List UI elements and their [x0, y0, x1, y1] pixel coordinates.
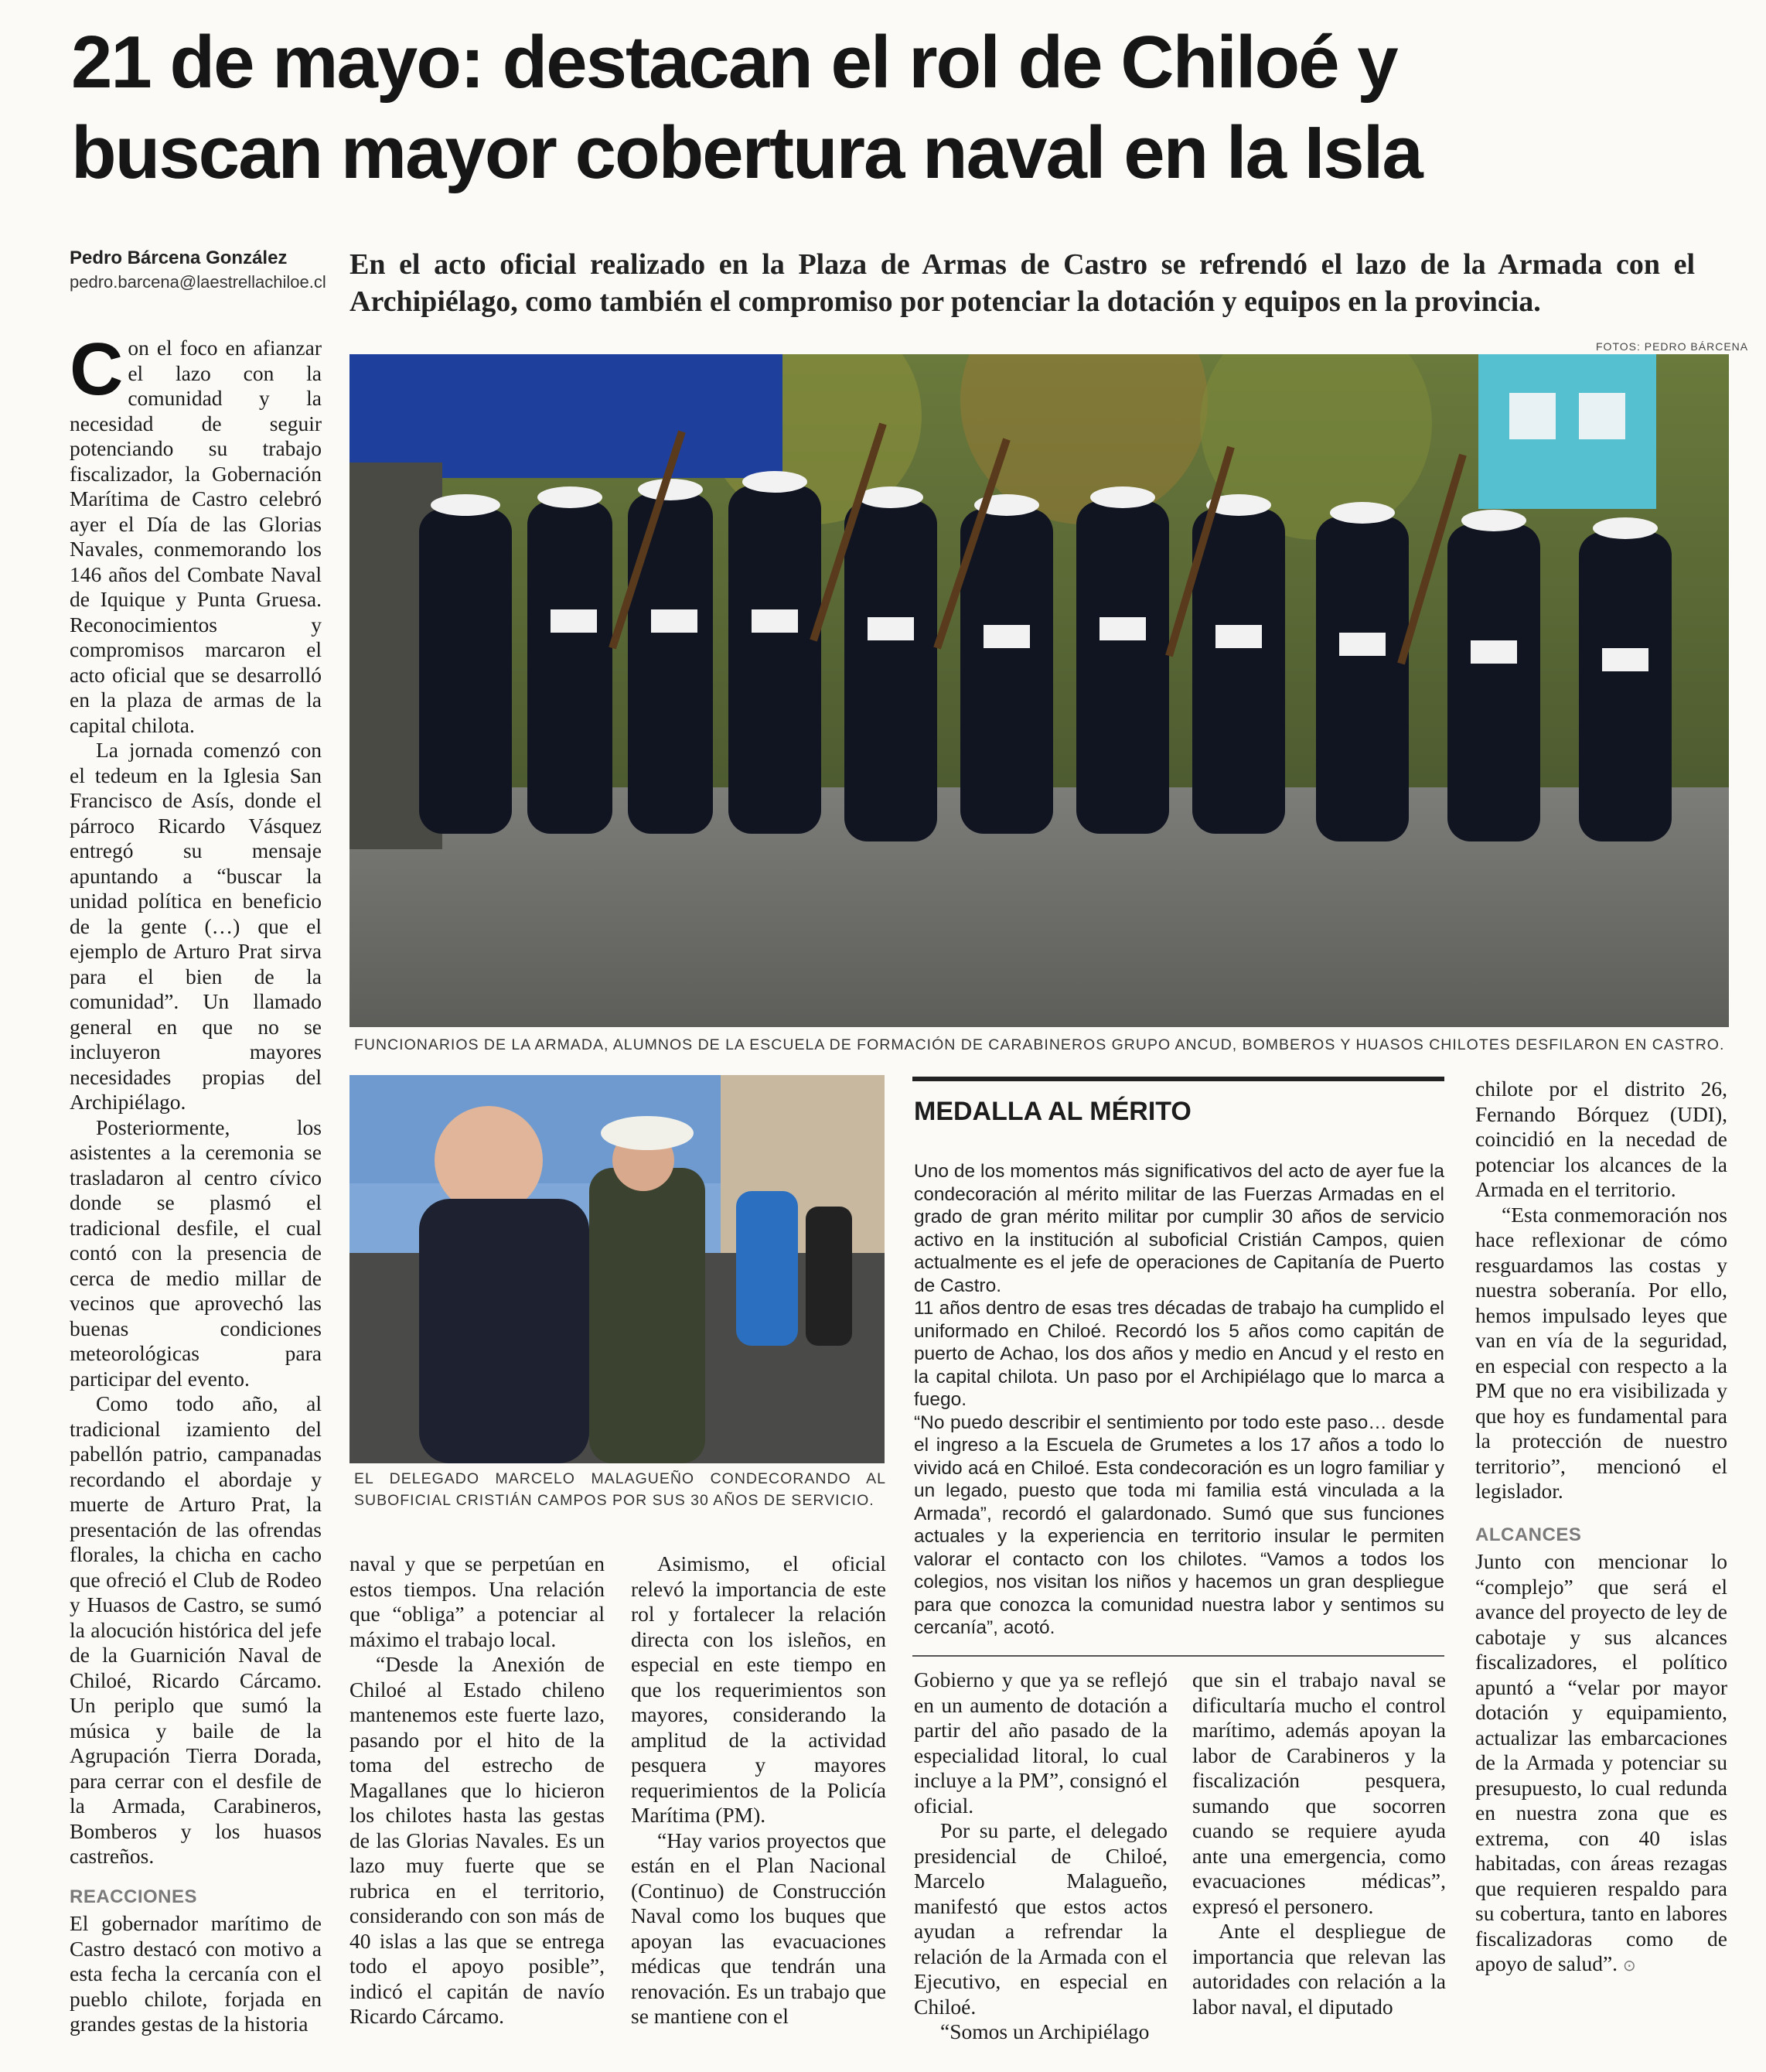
main-photo	[349, 354, 1729, 1027]
article-paragraph: Posteriormente, los asistentes a la ceremonia se trasladaron al centro cívico donde se plasmó el tradicional desfile, el cual contó con la presencia de cerca de medio millar de vecinos que aprovechó las buenas condiciones meteorológicas para participar del evento.	[70, 1115, 322, 1391]
article-paragraph	[70, 328, 322, 738]
headline	[71, 17, 1741, 198]
second-photo	[349, 1075, 885, 1463]
article-column-5	[1192, 1667, 1446, 2019]
article-column-4	[914, 1667, 1168, 2045]
article-paragraph: “Desde la Anexión de Chiloé al Estado chileno mantenemos este fuerte lazo, pasando por el hito de la toma del estrecho de Magallanes que lo hicieron los chilotes hasta las gestas de las Glorias Navales. Es un lazo muy fuerte que se rubrica en el territorio, considerando con son más de 40 islas a las que se entrega todo el apoyo posible”, indicó el capitán de navío Ricardo Cárcamo.	[349, 1652, 605, 2028]
box-title: MEDALLA AL MÉRITO	[914, 1097, 1192, 1126]
paragraph-text: Junto con mencionar lo “complejo” que será el avance del proyecto de ley de cabotaje y sus alcances fiscalizadores, el político apuntó a “velar por mayor dotación y equipamiento, actualizar las embarcaciones de la Armada y potenciar su presupuesto, lo cual redunda en nuestra zona que es extrema, con 40 islas habitadas, con áreas rezagas que requieren respaldo para su cobertura, tanto en labores fiscalizadoras como de apoyo de salud”.	[1475, 1549, 1728, 1975]
article-column-2	[349, 1551, 605, 2029]
box-body	[914, 1160, 1444, 1640]
subhead-alcances: ALCANCES	[1475, 1524, 1582, 1545]
headline-line-1: 21 de mayo: destacan el rol de Chiloé y	[71, 21, 1397, 104]
article-paragraph: Asimismo, el oficial relevó la importancia de este rol y fortalecer la relación directa con los isleños, en especial en este tiempo en que los requerimientos son mayores, considerando la amplitud de la actividad pesquera y mayores requerimientos de la Policía Marítima (PM).	[631, 1551, 886, 1827]
byline-email[interactable]: pedro.barcena@laestrellachiloe.cl	[70, 272, 326, 292]
parade-photo-illustration	[349, 354, 1729, 1027]
byline-author: Pedro Bárcena González	[70, 247, 288, 268]
box-paragraph: Uno de los momentos más significativos del acto de ayer fue la condecoración al mérito militar de las Fuerzas Armadas en el grado de gran mérito militar por cumplir 30 años de servicio activo en la institución al suboficial Cristián Campos, quien actualmente es el jefe de operaciones de Capitanía de Puerto de Castro.	[914, 1161, 1444, 1296]
article-column-1	[70, 328, 322, 2037]
box-top-rule	[912, 1077, 1444, 1081]
article-paragraph: naval y que se perpetúan en estos tiempos. Una relación que “obliga” a potenciar al máximo el trabajo local.	[349, 1551, 605, 1651]
end-of-article-icon: ⊙	[1622, 1956, 1636, 1975]
main-photo-caption: FUNCIONARIOS DE LA ARMADA, ALUMNOS DE LA ESCUELA DE FORMACIÓN DE CARABINEROS GRUPO ANCUD, BOMBEROS Y HUASOS CHILOTES DESFILARON EN CASTRO.	[354, 1036, 1725, 1053]
box-bottom-rule	[912, 1655, 1444, 1657]
article-paragraph	[1475, 1549, 1727, 1978]
drop-cap: C	[70, 328, 124, 411]
article-paragraph: “Esta conmemoración nos hace reflexionar de cómo resguardamos las costas y nuestra soberanía. Por ello, hemos impulsado leyes que van en vía de la seguridad, en especial con respecto a la PM que no era visibilizada y que hoy es fundamental para la protección de nuestro territorio”, mencionó el legislador.	[1475, 1202, 1727, 1503]
article-paragraph: que sin el trabajo naval se dificultaría mucho el control marítimo, además apoyan la labor de Carabineros y la fiscalización pesquera, sumando que socorren cuando se requiere ayuda ante una emergencia, como evacuaciones médicas”, expresó el personero.	[1192, 1667, 1446, 1918]
second-photo-caption: EL DELEGADO MARCELO MALAGUEÑO CONDECORANDO AL SUBOFICIAL CRISTIÁN CAMPOS POR SUS 30 AÑOS DE SERVICIO.	[354, 1470, 886, 1509]
article-paragraph: Por su parte, el delegado presidencial de Chiloé, Marcelo Malagueño, manifestó que estos actos ayudan a refrendar la relación de la Armada con el Ejecutivo, en especial en Chiloé.	[914, 1818, 1168, 2019]
article-paragraph: “Somos un Archipiélago	[940, 2019, 1150, 2043]
article-paragraph: Ante el despliegue de importancia que relevan las autoridades con relación a la labor naval, el diputado	[1192, 1919, 1446, 2019]
paragraph-text: on el foco en afianzar el lazo con la comunidad y la necesidad de seguir potenciando su trabajo fiscalizador, la Gobernación Marítima de Castro celebró ayer el Día de las Glorias Navales, conmemorando los 146 años del Combate Naval de Iquique y Punta Gruesa. Reconocimientos y compromisos marcaron el acto oficial que se desarrolló en la plaza de armas de la capital chilota.	[70, 336, 322, 737]
article-column-3	[631, 1551, 886, 2029]
box-paragraph: “No puedo describir el sentimiento por todo este paso… desde el ingreso a la Escuela de Grumetes a los 17 años a todo lo vivido acá en Chiloé. Esta condecoración es un logro familiar y un legado, puesto que toda mi familia está vinculada a la Armada”, recordó el galardonado. Sumó que sus funciones actuales y la experiencia en territorio insular le permiten valorar el contacto con los chilotes. “Vamos a todos los colegios, nos visitan los niños y hacemos un gran despliegue para que conozca la comunidad nuestra labor y sentimos su cercanía”, acotó.	[914, 1411, 1444, 1638]
photo-credit: FOTOS: PEDRO BÁRCENA	[1596, 340, 1749, 353]
article-paragraph: Como todo año, al tradicional izamiento del pabellón patrio, campanadas recordando el abordaje y muerte de Arturo Prat, la presentación de las ofrendas florales, la chicha en cacho que ofreció el Club de Rodeo y Huasos de Castro, se sumó la alocución histórica del jefe de la Guarnición Naval de Chiloé, Ricardo Cárcamo. Un periplo que sumó la música y baile de la Agrupación Tierra Dorada, para cerrar con el desfile de la Armada, Carabineros, Bomberos y los huasos castreños.	[70, 1391, 322, 1868]
deck-subtitle: En el acto oficial realizado en la Plaza de Armas de Castro se refrendó el lazo de la Armada con el Archipiélago, como también el compromiso por potenciar la dotación y equipos en la provincia.	[349, 248, 1695, 318]
medal-ceremony-photo-illustration	[349, 1075, 885, 1463]
article-paragraph: chilote por el distrito 26, Fernando Bórquez (UDI), coincidió en la necedad de potenciar los alcances de la Armada en el territorio.	[1475, 1077, 1727, 1201]
article-paragraph: Gobierno y que ya se reflejó en un aumento de dotación a partir del año pasado de la especialidad litoral, lo cual incluye a la PM”, consignó el oficial.	[914, 1667, 1168, 1818]
article-paragraph: El gobernador marítimo de Castro destacó con motivo a esta fecha la cercanía con el pueblo chilote, forjada en grandes gestas de la historia	[70, 1911, 322, 2036]
headline-line-2: buscan mayor cobertura naval en la Isla	[71, 111, 1422, 194]
article-paragraph: La jornada comenzó con el tedeum en la Iglesia San Francisco de Asís, donde el párroco Ricardo Vásquez entregó su mensaje apuntando a “buscar la unidad política en beneficio de la gente (…) que el ejemplo de Arturo Prat sirva para el bien de la comunidad”. Un llamado general en que no se incluyeron mayores necesidades propias del Archipiélago.	[70, 738, 322, 1114]
article-column-6	[1475, 1077, 1727, 1978]
article-paragraph: “Hay varios proyectos que están en el Plan Nacional (Continuo) de Construcción Naval como los buques que apoyan las evacuaciones médicas que tendrán una renovación. Es un trabajo que se mantiene con el	[631, 1828, 886, 2028]
subhead-reacciones: REACCIONES	[70, 1886, 198, 1907]
box-paragraph: 11 años dentro de esas tres décadas de trabajo ha cumplido el uniformado en Chiloé. Recordó los 5 años como capitán de puerto de Achao, los dos años y medio en Ancud y el resto en la capital chilota. Un paso por el Archipiélago que lo marca a fuego.	[914, 1298, 1444, 1410]
